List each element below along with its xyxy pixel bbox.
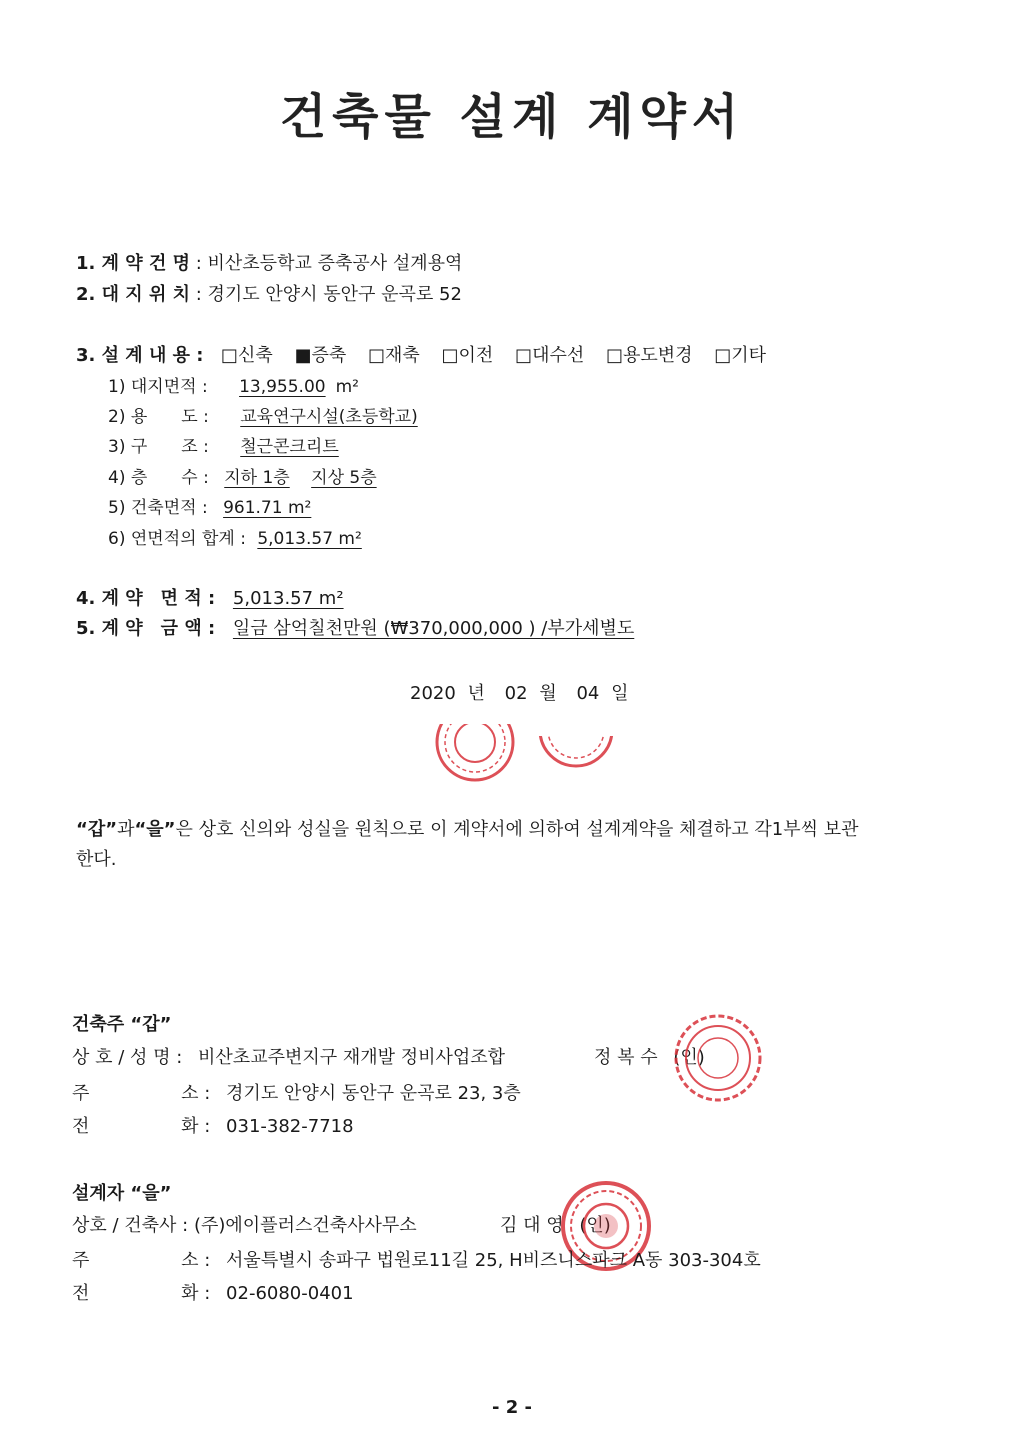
building-use-value: 교육연구시설(초등학교)	[240, 407, 418, 427]
building-area-row	[108, 496, 311, 520]
owner-phone-row: 전 화 : 031-382-7718	[72, 1116, 354, 1137]
contract-date	[410, 682, 628, 706]
date-day-unit: 일	[611, 683, 629, 704]
floors-row	[108, 466, 377, 490]
date-year: 2020	[410, 683, 456, 704]
building-area-label: 5) 건축면적 :	[108, 498, 208, 518]
floors-above-value: 지상 5층	[311, 468, 377, 488]
owner-representative: 정 복 수 (인)	[594, 1047, 705, 1068]
total-floor-area-label: 6) 연면적의 합계 :	[108, 529, 246, 549]
owner-address-value: 경기도 안양시 동안구 운곡로 23, 3층	[226, 1083, 521, 1104]
site-area-value: 13,955.00	[239, 377, 326, 397]
designer-address-value: 서울특별시 송파구 법원로11길 25, H비즈니스파크 A동 303-304호	[226, 1250, 761, 1271]
site-area-unit: m²	[335, 377, 359, 397]
owner-heading: 건축주 “갑”	[72, 1014, 172, 1035]
designer-phone-row: 전 화 : 02-6080-0401	[72, 1283, 354, 1304]
structure-value: 철근콘크리트	[240, 437, 339, 457]
contract-area-value: 5,013.57 m²	[232, 588, 344, 609]
designer-phone-value: 02-6080-0401	[226, 1283, 354, 1304]
contract-area-row	[76, 587, 344, 611]
seal-stamp-partial-right	[536, 736, 616, 772]
designer-name-value: (주)에이플러스건축사사무소	[193, 1215, 417, 1236]
floors-label: 4) 층 수 :	[108, 468, 209, 488]
designer-name-row	[72, 1214, 417, 1238]
designer-name-label: 상호 / 건축사 :	[72, 1215, 189, 1236]
option-relocation: □이전	[441, 345, 494, 366]
owner-name-row	[72, 1046, 505, 1070]
page-number: - 2 -	[492, 1397, 532, 1418]
option-new-build: □신축	[220, 345, 273, 366]
site-area-label: 1) 대지면적 :	[108, 377, 208, 397]
contract-name-row: 1. 계 약 건 명 : 비산초등학교 증축공사 설계용역	[76, 253, 463, 274]
date-month-unit: 월	[539, 683, 557, 704]
building-use-row	[108, 405, 438, 429]
owner-seal-stamp	[672, 1012, 764, 1104]
option-rebuild: □재축	[367, 345, 420, 366]
date-day: 04	[576, 683, 600, 704]
date-year-unit: 년	[467, 683, 485, 704]
designer-address-row: 주 소 : 서울특별시 송파구 법원로11길 25, H비즈니스파크 A동 303-304호	[72, 1250, 761, 1271]
total-floor-area-value: 5,013.57 m²	[257, 529, 362, 549]
seal-stamp-partial-left	[428, 724, 522, 784]
contract-amount-value: 일금 삼억칠천만원 (₩370,000,000 ) /부가세별도	[232, 618, 635, 639]
floors-below-value: 지하 1층	[224, 468, 290, 488]
date-month: 02	[504, 683, 528, 704]
owner-phone-value: 031-382-7718	[226, 1116, 354, 1137]
structure-label: 3) 구 조 :	[108, 437, 209, 457]
clause-line-2: 한다.	[76, 849, 117, 870]
contract-name-label: 1. 계 약 건 명	[76, 253, 190, 274]
site-location-value: 경기도 안양시 동안구 운곡로 52	[207, 284, 462, 305]
design-scope-label: 3. 설 계 내 용 :	[76, 345, 204, 366]
document-title: 건축물 설계 계약서	[279, 89, 745, 145]
clause-line-1: “갑”과“을”은 상호 신의와 성실을 원칙으로 이 계약서에 의하여 설계계약을 체결하고 각1부씩 보관	[76, 819, 859, 840]
building-use-label: 2) 용 도 :	[108, 407, 209, 427]
total-floor-area-row	[108, 527, 362, 551]
owner-name-value: 비산초교주변지구 재개발 정비사업조합	[198, 1047, 506, 1068]
structure-row	[108, 435, 369, 459]
option-extension: ■증축	[294, 345, 347, 366]
site-location-label: 2. 대 지 위 치	[76, 284, 190, 305]
owner-address-row: 주 소 : 경기도 안양시 동안구 운곡로 23, 3층	[72, 1083, 521, 1104]
building-area-value: 961.71 m²	[223, 498, 312, 518]
contract-amount-label: 5. 계 약 금 액 :	[76, 618, 216, 639]
option-use-change: □용도변경	[605, 345, 693, 366]
designer-heading: 설계자 “을”	[72, 1183, 172, 1204]
contract-name-value: 비산초등학교 증축공사 설계용역	[207, 253, 463, 274]
contract-amount-row	[76, 617, 634, 641]
designer-representative: 김 대 영 (인)	[500, 1215, 611, 1236]
designer-seal-mark: (인)	[579, 1215, 611, 1236]
option-major-repair: □대수선	[515, 345, 585, 366]
option-other: □기타	[714, 345, 767, 366]
design-scope-row	[76, 344, 782, 368]
owner-name-label: 상 호 / 성 명 :	[72, 1047, 183, 1068]
owner-seal-mark: (인)	[673, 1047, 705, 1068]
contract-area-label: 4. 계 약 면 적 :	[76, 588, 216, 609]
site-area-row	[108, 375, 359, 399]
site-location-row: 2. 대 지 위 치 : 경기도 안양시 동안구 운곡로 52	[76, 284, 462, 305]
